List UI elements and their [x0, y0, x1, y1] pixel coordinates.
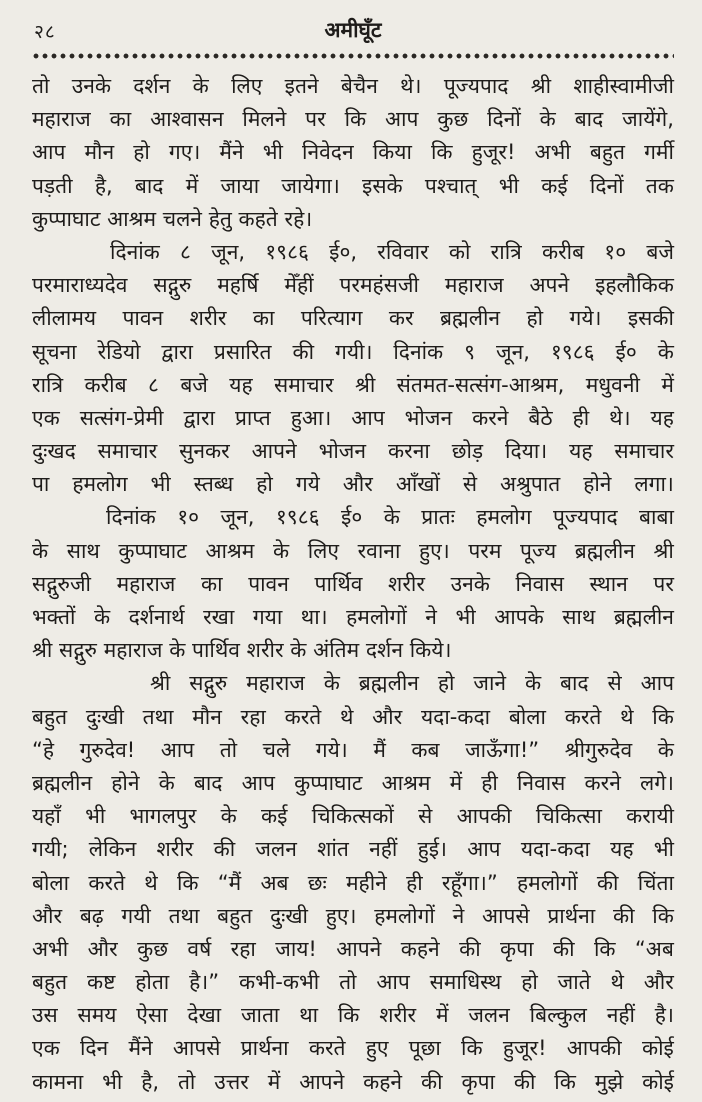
text-line: लीलामय पावन शरीर का परित्याग कर ब्रह्मलीन हो गये। इसकी: [32, 306, 674, 331]
text-line: एक दिन मैंने आपसे प्रार्थना करते हुए पूछा कि हुजूर! आपकी कोई: [32, 1036, 674, 1061]
text-line: और बढ़ गयी तथा बहुत दुःखी हुए। हमलोगों ने आपसे प्रार्थना की कि: [32, 903, 674, 928]
text-line: आप मौन हो गए। मैंने भी निवेदन किया कि हुजूर! अभी बहुत गर्मी: [32, 140, 674, 165]
text-line: गयी; लेकिन शरीर की जलन शांत नहीं हुई। आप यदा-कदा यह भी: [32, 837, 674, 862]
text-line: भक्तों के दर्शनार्थ रखा गया था। हमलोगों ने भी आपके साथ ब्रह्मलीन: [32, 605, 674, 629]
text-line: अभी और कुछ वर्ष रहा जाय! आपने कहने की कृपा की कि “अब: [32, 936, 674, 961]
page-number: २८: [34, 21, 56, 43]
text-line: दिनांक ८ जून, १९८६ ई०, रविवार को रात्रि करीब १० बजे: [110, 239, 674, 264]
page-header: [32, 14, 674, 44]
text-line: परमाराध्यदेव सद्गुरु महर्षि मेँहीं परमहंसजी महाराज अपने इहलौकिक: [32, 273, 674, 298]
body-text: [32, 70, 674, 1099]
text-line: सूचना रेडियो द्वारा प्रसारित की गयी। दिनांक ९ जून, १९८६ ई० के: [32, 339, 674, 364]
text-line: पड़ती है, बाद में जाया जायेगा। इसके पश्चात् भी कई दिनों तक: [32, 173, 674, 198]
text-line: यहाँ भी भागलपुर के कई चिकित्सकों से आपकी चिकित्सा करायी: [32, 804, 674, 829]
text-line: तो उनके दर्शन के लिए इतने बेचैन थे। पूज्यपाद श्री शाहीस्वामीजी: [32, 74, 674, 98]
running-title: अमीघूँट: [324, 18, 382, 42]
text-line: दिनांक १० जून, १९८६ ई० के प्रातः हमलोग पूज्यपाद बाबा: [106, 505, 674, 530]
text-line: कामना भी है, तो उत्तर में आपने कहने की कृपा की कि मुझे कोई: [32, 1069, 674, 1094]
text-line: “हे गुरुदेव! आप तो चले गये। मैं कब जाऊँगा!” श्रीगुरुदेव के: [32, 737, 674, 762]
ornamental-rule: [32, 52, 674, 60]
text-line: उस समय ऐसा देखा जाता था कि शरीर में जलन बिल्कुल नहीं है।: [32, 1003, 674, 1028]
text-line: ब्रह्मलीन होने के बाद आप कुप्पाघाट आश्रम में ही निवास करने लगे।: [32, 770, 674, 795]
text-line: श्री सद्गुरु महाराज के पार्थिव शरीर के अंतिम दर्शन किये।: [32, 638, 452, 663]
text-line: बोला करते थे कि “मैं अब छः महीने ही रहूँगा।” हमलोगों की चिंता: [32, 870, 674, 895]
text-line: पा हमलोग भी स्तब्ध हो गये और आँखों से अश्रुपात होने लगा।: [32, 472, 674, 497]
text-line: बहुत कष्ट होता है।” कभी-कभी तो आप समाधिस्थ हो जाते थे और: [32, 970, 674, 995]
text-line: के साथ कुप्पाघाट आश्रम के लिए रवाना हुए। परम पूज्य ब्रह्मलीन श्री: [32, 538, 674, 563]
text-line: महाराज का आश्वासन मिलने पर कि आप कुछ दिनों के बाद जायेंगे,: [32, 107, 674, 132]
text-line: बहुत दुःखी तथा मौन रहा करते थे और यदा-कदा बोला करते थे कि: [32, 704, 674, 729]
text-line: एक सत्संग-प्रेमी द्वारा प्राप्त हुआ। आप भोजन करने बैठे ही थे। यह: [32, 405, 674, 430]
text-line: दुःखद समाचार सुनकर आपने भोजन करना छोड़ दिया। यह समाचार: [32, 439, 674, 464]
text-line: श्री सद्गुरु महाराज के ब्रह्मलीन हो जाने के बाद से आप: [150, 671, 674, 696]
text-line: कुप्पाघाट आश्रम चलने हेतु कहते रहे।: [32, 206, 313, 231]
text-line: सद्गुरुजी महाराज का पावन पार्थिव शरीर उनके निवास स्थान पर: [32, 571, 674, 596]
text-line: रात्रि करीब ८ बजे यह समाचार श्री संतमत-सत्संग-आश्रम, मधुवनी में: [32, 372, 674, 397]
